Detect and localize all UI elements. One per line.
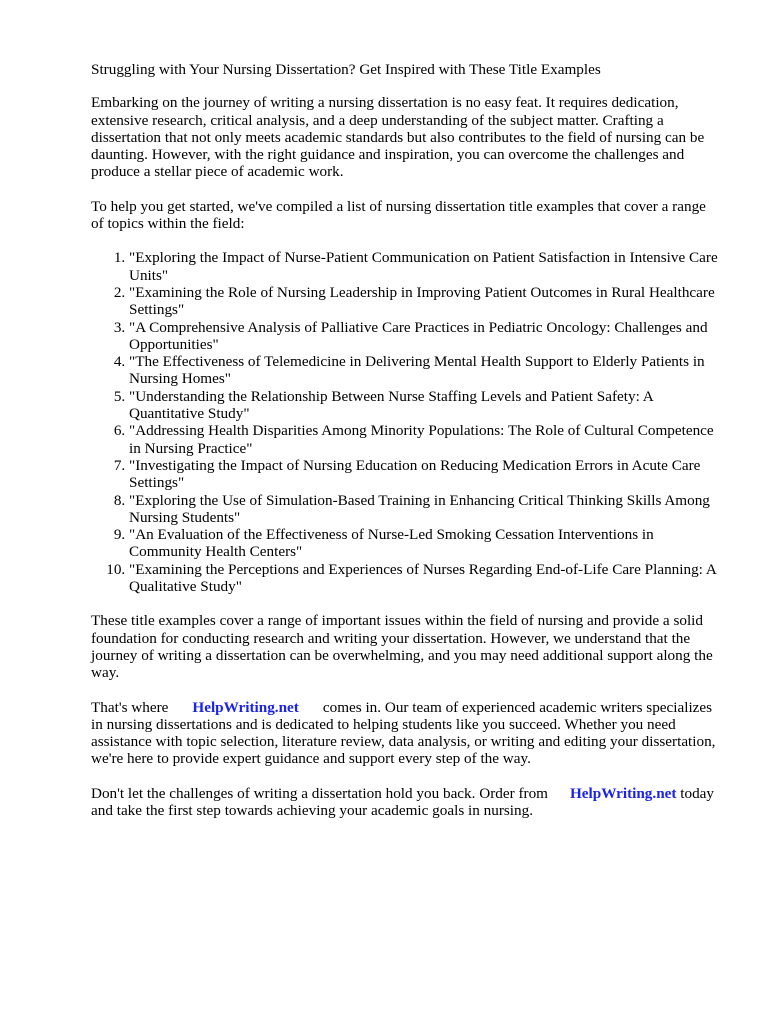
list-item: 6. "Addressing Health Disparities Among Minority Populations: The Role of Cultural Competence in Nursing Practice" (129, 422, 721, 457)
document-page (91, 61, 721, 836)
promo-paragraph (91, 699, 721, 768)
summary-paragraph: These title examples cover a range of important issues within the field of nursing and provide a solid foundation for conducting research and writing your dissertation. However, we understand that the journey of writing a dissertation can be overwhelming, and you may need additional support along the way. (91, 612, 713, 682)
cta-text-after: today and take the first step towards achieving your academic goals in nursing. (91, 784, 714, 819)
cta-paragraph (91, 785, 721, 820)
list-intro-paragraph: To help you get started, we've compiled a list of nursing dissertation title examples that cover a range of topics within the field: (91, 197, 706, 233)
promo-text-after: comes in. Our team of experienced academic writers specializes in nursing dissertations and is dedicated to helping students like you succeed. Whether you need assistance with topic selection, literature review, data analysis, or writing and editing your dissertation, we're here to provide expert guidance and support every step of the way. (91, 698, 716, 768)
cta-text-before: Don't let the challenges of writing a dissertation hold you back. Order from (91, 784, 548, 802)
list-item: 9. "An Evaluation of the Effectiveness of Nurse-Led Smoking Cessation Interventions in Community Health Centers" (129, 526, 721, 561)
title-examples-list (91, 249, 721, 595)
helpwriting-link-cta[interactable]: HelpWriting.net (569, 784, 677, 802)
list-item: 3. "A Comprehensive Analysis of Palliative Care Practices in Pediatric Oncology: Challenges and Opportunities" (129, 319, 721, 354)
promo-text-before: That's where (91, 698, 169, 716)
list-item: 1. "Exploring the Impact of Nurse-Patient Communication on Patient Satisfaction in Intensive Care Units" (129, 249, 721, 284)
list-item: 10. "Examining the Perceptions and Experiences of Nurses Regarding End-of-Life Care Planning: A Qualitative Study" (129, 561, 721, 596)
list-item: 8. "Exploring the Use of Simulation-Based Training in Enhancing Critical Thinking Skills Among Nursing Students" (129, 492, 721, 527)
helpwriting-link[interactable]: HelpWriting.net (192, 698, 299, 716)
document-title: Struggling with Your Nursing Dissertation? Get Inspired with These Title Examples (91, 61, 601, 78)
list-item: 2. "Examining the Role of Nursing Leadership in Improving Patient Outcomes in Rural Healthcare Settings" (129, 284, 721, 319)
intro-paragraph: Embarking on the journey of writing a nursing dissertation is no easy feat. It requires dedication, extensive research, critical analysis, and a deep understanding of the subject matter. Crafting a dissertation that not only meets academic standards but also contributes to the field of nursing can be daunting. However, with the right guidance and inspiration, you can overcome the challenges and produce a stellar piece of academic work. (91, 94, 705, 181)
list-item: 4. "The Effectiveness of Telemedicine in Delivering Mental Health Support to Elderly Patients in Nursing Homes" (129, 353, 721, 388)
list-item: 7. "Investigating the Impact of Nursing Education on Reducing Medication Errors in Acute Care Settings" (129, 457, 721, 492)
list-item: 5. "Understanding the Relationship Between Nurse Staffing Levels and Patient Safety: A Quantitative Study" (129, 388, 721, 423)
